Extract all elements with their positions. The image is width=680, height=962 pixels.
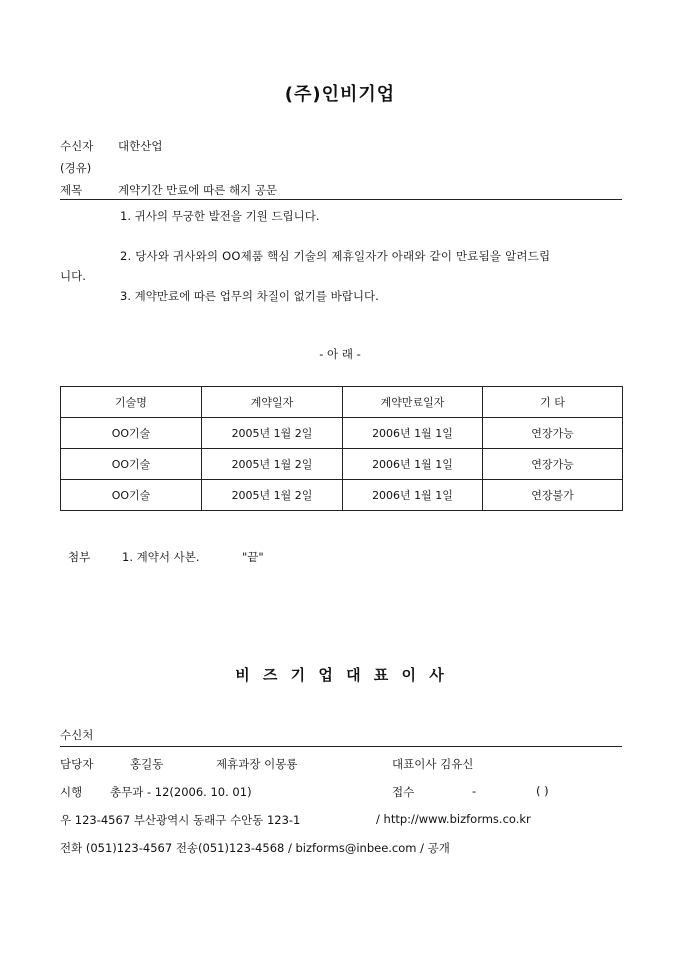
address: 우 123-4567 부산광역시 동래구 수안동 123-1: [60, 813, 301, 827]
cell-etc: 연장가능: [483, 418, 623, 449]
manager: 제휴과장 이몽룡: [216, 757, 298, 771]
cell-etc: 연장불가: [483, 480, 623, 511]
cell-contract-date: 2005년 1월 2일: [202, 480, 343, 511]
attachment-end-mark: "끝": [242, 550, 264, 564]
cell-tech-name: OO기술: [61, 480, 202, 511]
table-header-row: [61, 387, 623, 418]
enforce-value: 총무과 - 12(2006. 10. 01): [110, 785, 252, 799]
cell-etc: 연장가능: [483, 449, 623, 480]
staff-label: 담당자: [60, 757, 94, 771]
ceo-name: 대표이사 김유신: [392, 757, 474, 771]
cell-tech-name: OO기술: [61, 449, 202, 480]
below-label: - 아 래 -: [319, 347, 361, 361]
table-row: [61, 449, 623, 480]
subject-divider: [60, 199, 622, 200]
header-expiry-date: 계약만료일자: [343, 387, 483, 418]
table-row: [61, 480, 623, 511]
subject-value: 계약기간 만료에 따른 해지 공문: [118, 183, 278, 197]
cell-tech-name: OO기술: [61, 418, 202, 449]
header-etc: 기 타: [483, 387, 623, 418]
cell-expiry-date: 2006년 1월 1일: [343, 480, 483, 511]
body-paragraph-2-line-1: 2. 당사와 귀사와의 OO제품 핵심 기술의 제휴일자가 아래와 같이 만료됨을 알려드립: [120, 249, 551, 263]
body-paragraph-3: 3. 계약만료에 따른 업무의 차질이 없기를 바랍니다.: [120, 289, 379, 303]
table-row: [61, 418, 623, 449]
contract-table: [60, 386, 623, 511]
document-title: (주)인비기업: [284, 84, 396, 105]
enforce-label: 시행: [60, 785, 83, 799]
subject-label: 제목: [60, 183, 83, 197]
website: / http://www.bizforms.co.kr: [376, 812, 531, 826]
receive-label: 접수: [392, 785, 415, 799]
cell-contract-date: 2005년 1월 2일: [202, 418, 343, 449]
attachment-label: 첨부: [68, 550, 91, 564]
header-tech-name: 기술명: [61, 387, 202, 418]
ceo-signature-line: 비 즈 기 업 대 표 이 사: [235, 666, 445, 684]
receive-paren: ( ): [536, 784, 549, 798]
body-paragraph-2-line-2: 니다.: [60, 269, 86, 283]
attachment-value: 1. 계약서 사본.: [122, 550, 200, 564]
phone-line: 전화 (051)123-4567 전송(051)123-4568 / bizforms@inbee.com / 공개: [60, 841, 450, 855]
via-label: (경유): [60, 161, 92, 175]
header-contract-date: 계약일자: [202, 387, 343, 418]
recipient-value: 대한산업: [118, 139, 163, 153]
recipient-label: 수신자: [60, 139, 94, 153]
receive-dash: -: [472, 784, 477, 798]
cell-contract-date: 2005년 1월 2일: [202, 449, 343, 480]
cell-expiry-date: 2006년 1월 1일: [343, 449, 483, 480]
cell-expiry-date: 2006년 1월 1일: [343, 418, 483, 449]
body-paragraph-1: 1. 귀사의 무궁한 발전을 기원 드립니다.: [120, 209, 320, 223]
footer-divider: [60, 746, 622, 747]
staff-name: 홍길동: [130, 757, 164, 771]
recipients-label: 수신처: [60, 728, 94, 742]
